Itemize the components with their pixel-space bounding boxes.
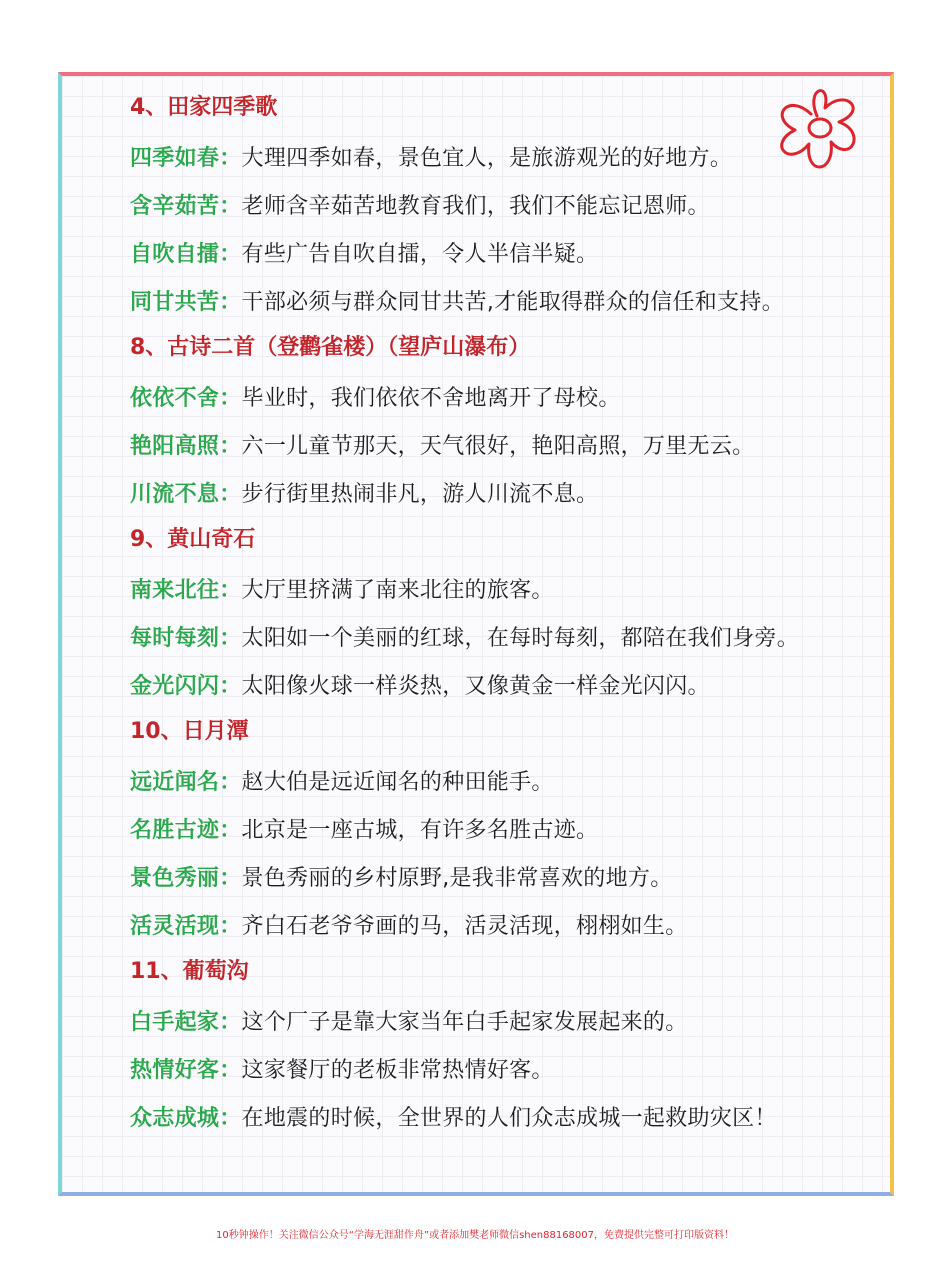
example-sentence: 有些广告自吹自擂，令人半信半疑。 xyxy=(241,242,599,267)
example-sentence: 赵大伯是远近闻名的种田能手。 xyxy=(241,770,554,795)
idiom-term: 自吹自擂 xyxy=(130,242,220,267)
idiom-term: 艳阳高照 xyxy=(130,434,220,459)
idiom-term: 白手起家 xyxy=(130,1010,220,1035)
example-sentence: 六一儿童节那天，天气很好，艳阳高照，万里无云。 xyxy=(241,434,755,459)
term-colon: ： xyxy=(219,242,242,267)
footer-notice: 10秒钟操作！关注微信公众号“学海无涯甜作舟”或者添加樊老师微信shen88168007，免费提供完整可打印版资料！ xyxy=(215,1230,735,1241)
idiom-term: 四季如春 xyxy=(130,146,220,171)
idiom-term: 金光闪闪 xyxy=(130,674,220,699)
idiom-entry xyxy=(130,616,830,662)
idiom-term: 每时每刻 xyxy=(130,626,220,651)
idiom-term: 川流不息 xyxy=(130,482,220,507)
term-colon: ： xyxy=(219,770,242,795)
term-colon: ： xyxy=(219,434,242,459)
term-colon: ： xyxy=(219,482,242,507)
idiom-entry xyxy=(130,760,830,806)
idiom-term: 南来北往 xyxy=(130,578,220,603)
term-colon: ： xyxy=(219,818,242,843)
idiom-entry xyxy=(130,856,830,902)
example-sentence: 在地震的时候，全世界的人们众志成城一起救助灾区！ xyxy=(241,1106,777,1131)
term-colon: ： xyxy=(219,194,242,219)
example-sentence: 步行街里热闹非凡，游人川流不息。 xyxy=(241,482,599,507)
idiom-entry xyxy=(130,424,830,470)
idiom-term: 同甘共苦 xyxy=(130,290,220,315)
idiom-entry xyxy=(130,376,830,422)
idiom-entry xyxy=(130,664,830,710)
idiom-term: 景色秀丽 xyxy=(130,866,220,891)
idiom-entry xyxy=(130,808,830,854)
example-sentence: 北京是一座古城，有许多名胜古迹。 xyxy=(241,818,599,843)
term-colon: ： xyxy=(219,146,242,171)
term-colon: ： xyxy=(219,674,242,699)
example-sentence: 毕业时，我们依依不舍地离开了母校。 xyxy=(241,386,621,411)
section-title: 4、田家四季歌 xyxy=(130,95,278,120)
term-colon: ： xyxy=(219,1106,242,1131)
idiom-entry xyxy=(130,904,830,950)
section-title: 9、黄山奇石 xyxy=(130,527,256,552)
section-title: 11、葡萄沟 xyxy=(130,959,249,984)
example-sentence: 大理四季如春，景色宜人，是旅游观光的好地方。 xyxy=(241,146,733,171)
idiom-entry xyxy=(130,1096,830,1142)
idiom-term: 依依不舍 xyxy=(130,386,220,411)
idiom-term: 名胜古迹 xyxy=(130,818,220,843)
example-sentence: 太阳像火球一样炎热，又像黄金一样金光闪闪。 xyxy=(241,674,710,699)
idiom-term: 含辛茹苦 xyxy=(130,194,220,219)
example-sentence: 这家餐厅的老板非常热情好客。 xyxy=(241,1058,554,1083)
section-title: 10、日月潭 xyxy=(130,719,249,744)
example-sentence: 太阳如一个美丽的红球，在每时每刻，都陪在我们身旁。 xyxy=(241,626,800,651)
idiom-entry xyxy=(130,1048,830,1094)
idiom-term: 活灵活现 xyxy=(130,914,220,939)
term-colon: ： xyxy=(219,866,242,891)
term-colon: ： xyxy=(219,1010,242,1035)
example-sentence: 干部必须与群众同甘共苦,才能取得群众的信任和支持。 xyxy=(241,290,785,315)
example-sentence: 这个厂子是靠大家当年白手起家发展起来的。 xyxy=(241,1010,688,1035)
idiom-term: 热情好客 xyxy=(130,1058,220,1083)
term-colon: ： xyxy=(219,626,242,651)
idiom-entry xyxy=(130,136,830,182)
term-colon: ： xyxy=(219,578,242,603)
example-sentence: 齐白石老爷爷画的马，活灵活现，栩栩如生。 xyxy=(241,914,688,939)
example-sentence: 景色秀丽的乡村原野,是我非常喜欢的地方。 xyxy=(241,866,673,891)
example-sentence: 大厅里挤满了南来北往的旅客。 xyxy=(241,578,554,603)
idiom-entry xyxy=(130,184,830,230)
idiom-entry xyxy=(130,232,830,278)
idiom-term: 众志成城 xyxy=(130,1106,220,1131)
idiom-term: 远近闻名 xyxy=(130,770,220,795)
term-colon: ： xyxy=(219,290,242,315)
example-sentence: 老师含辛茹苦地教育我们，我们不能忘记恩师。 xyxy=(241,194,710,219)
term-colon: ： xyxy=(219,1058,242,1083)
idiom-entry xyxy=(130,1000,830,1046)
section-title: 8、古诗二首（登鹳雀楼）（望庐山瀑布） xyxy=(130,335,531,360)
term-colon: ： xyxy=(219,386,242,411)
term-colon: ： xyxy=(219,914,242,939)
idiom-entry xyxy=(130,280,830,326)
idiom-entry xyxy=(130,472,830,518)
idiom-list xyxy=(130,88,830,1144)
idiom-entry xyxy=(130,568,830,614)
